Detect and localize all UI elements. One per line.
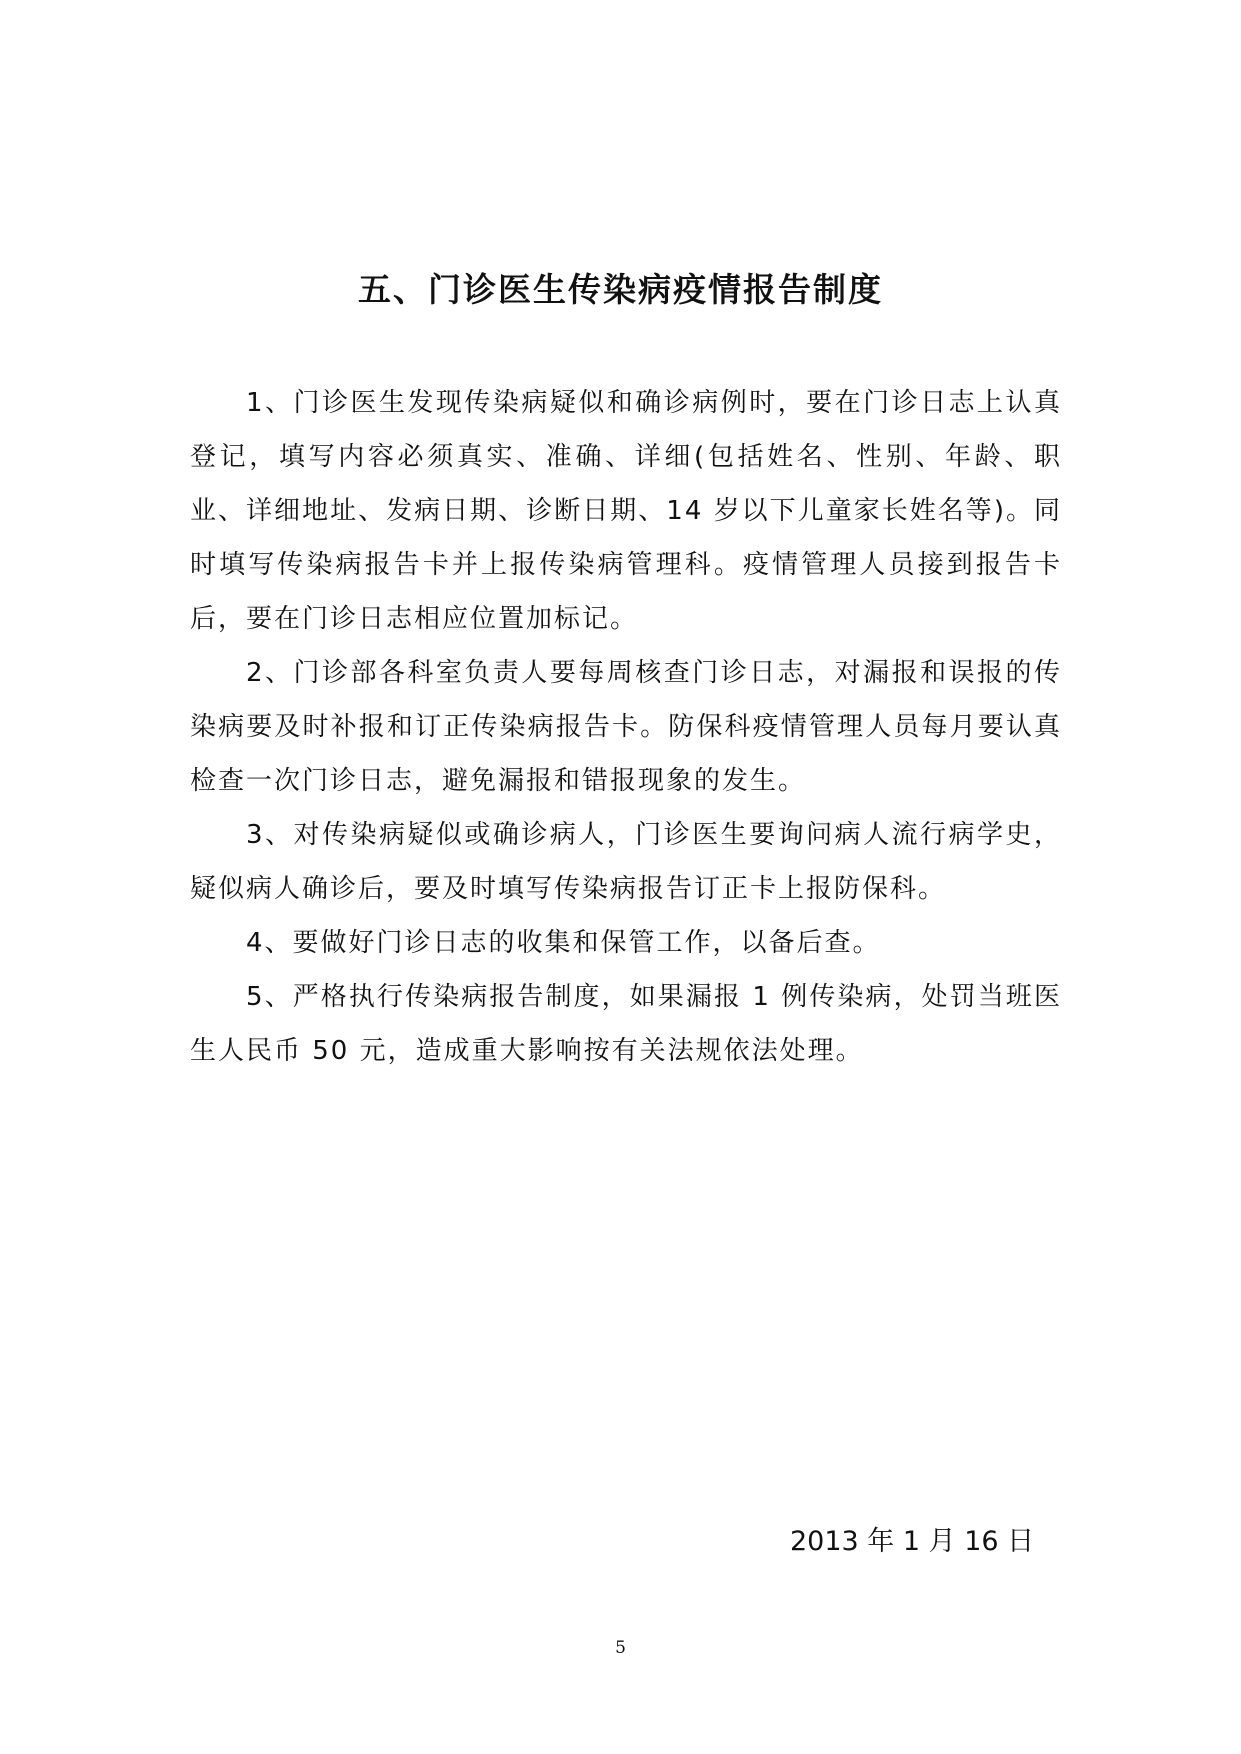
paragraph-5: 5、严格执行传染病报告制度，如果漏报 1 例传染病，处罚当班医生人民币 50 元，造成重大影响按有关法规依法处理。 xyxy=(190,982,1062,1066)
page-number: 5 xyxy=(615,1638,626,1658)
paragraph-2: 2、门诊部各科室负责人要每周核查门诊日志，对漏报和误报的传染病要及时补报和订正传染病报告卡。防保科疫情管理人员每月要认真检查一次门诊日志，避免漏报和错报现象的发生。 xyxy=(190,658,1062,796)
document-body xyxy=(190,376,1062,1078)
paragraph-4: 4、要做好门诊日志的收集和保管工作，以备后查。 xyxy=(246,928,881,958)
document-title: 五、门诊医生传染病疫情报告制度 xyxy=(358,270,883,309)
document-date: 2013 年 1 月 16 日 xyxy=(790,1526,1035,1557)
paragraph-1: 1、门诊医生发现传染病疑似和确诊病例时，要在门诊日志上认真登记，填写内容必须真实、准确、详细(包括姓名、性别、年龄、职业、详细地址、发病日期、诊断日期、14 岁以下儿童家长姓名等)。同时填写传染病报告卡并上报传染病管理科。疫情管理人员接到报告卡后，要在门诊日志相应位置加标记。 xyxy=(190,388,1062,634)
paragraph-3: 3、对传染病疑似或确诊病人，门诊医生要询问病人流行病学史，疑似病人确诊后，要及时填写传染病报告订正卡上报防保科。 xyxy=(190,820,1062,904)
